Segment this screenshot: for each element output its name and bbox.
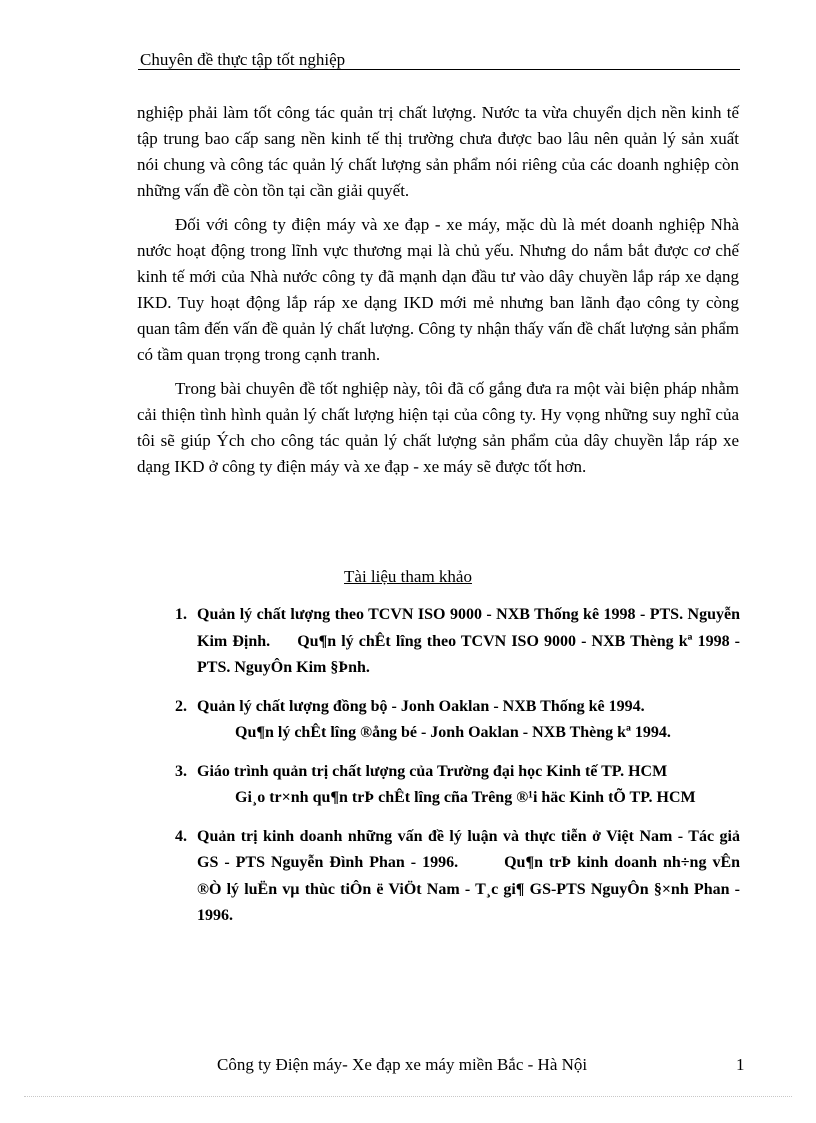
reference-number: 2. bbox=[175, 697, 187, 715]
reference-title: Quản lý chất lượng theo TCVN ISO 9000 - NXB Thống kê 1998 - PTS. Nguyễn Kim Định. bbox=[197, 606, 740, 650]
reference-garbled-text: Gi¸o tr×nh qu¶n trÞ chÊt lîng cña Trêng ®¹i häc Kinh tÕ TP. HCM bbox=[235, 789, 696, 806]
header-rule bbox=[138, 69, 740, 70]
reference-title: Quản lý chất lượng đồng bộ - Jonh Oaklan - NXB Thống kê 1994. bbox=[197, 697, 645, 715]
body-text bbox=[137, 100, 739, 488]
reference-item bbox=[175, 694, 740, 747]
reference-item bbox=[175, 602, 740, 682]
reference-text bbox=[197, 602, 740, 682]
references-heading-text: Tài liệu tham khảo bbox=[344, 567, 472, 586]
reference-text bbox=[197, 694, 740, 747]
reference-number: 4. bbox=[175, 827, 187, 845]
footer-text: Công ty Điện máy- Xe đạp xe máy miền Bắc - Hà Nội bbox=[217, 1055, 588, 1074]
paragraph-2: Đối với công ty điện máy và xe đạp - xe máy, mặc dù là mét doanh nghiệp Nhà nước hoạt động trong lĩnh vực thương mại là chủ yếu. Nhưng do nắm bắt được cơ chế kinh tế mới của Nhà nước công ty đã mạnh dạn đầu tư vào dây chuyền lắp ráp xe dạng IKD. Tuy hoạt động lắp ráp xe dạng IKD mới mẻ nhưng ban lãnh đạo công ty còng quan tâm đến vấn đề quản lý chất lượng. Công ty nhận thấy vấn đề chất lượng sản phẩm có tầm quan trọng trong cạnh tranh. bbox=[137, 215, 739, 364]
page-bottom-rule bbox=[24, 1096, 792, 1097]
reference-item bbox=[175, 759, 740, 812]
reference-item bbox=[175, 824, 740, 930]
paragraph-3: Trong bài chuyên đề tốt nghiệp này, tôi đã cố gắng đưa ra một vài biện pháp nhằm cải thiện tình hình quản lý chất lượng hiện tại của công ty. Hy vọng những suy nghĩ của tôi sẽ giúp Ých cho công tác quản lý chất lượng sản phẩm của dây chuyền lắp ráp xe dạng IKD ở công ty điện máy và xe đạp - xe máy sẽ được tốt hơn. bbox=[137, 379, 739, 476]
reference-number: 1. bbox=[175, 606, 187, 623]
reference-garbled-text: Qu¶n lý chÊt lîng ®ång bé - Jonh Oaklan - NXB Thèng kª 1994. bbox=[235, 724, 671, 741]
reference-text bbox=[197, 824, 740, 930]
reference-garbled-text: Qu¶n lý chÊt lîng theo TCVN ISO 9000 - NXB Thèng kª 1998 - PTS. NguyÔn Kim §Þnh. bbox=[197, 632, 741, 676]
page-number: 1 bbox=[736, 1055, 745, 1074]
references-heading bbox=[0, 566, 816, 588]
reference-title: Quản trị kinh doanh những vấn đề lý luận và thực tiễn ở Việt Nam - Tác giả GS - PTS Nguyễn Đình Phan - 1996. bbox=[197, 827, 740, 871]
paragraph-1: nghiệp phải làm tốt công tác quản trị chất lượng. Nước ta vừa chuyển dịch nền kinh tế tập trung bao cấp sang nền kinh tế thị trường chưa được bao lâu nên quản lý sản xuất nói chung và công tác quản lý chất lượng sản phẩm nói riêng của các doanh nghiệp còn những vấn đề còn tồn tại cần giải quyết. bbox=[137, 103, 739, 200]
header-title: Chuyên đề thực tập tốt nghiệp bbox=[140, 50, 346, 69]
reference-title: Giáo trình quản trị chất lượng của Trường đại học Kinh tế TP. HCM bbox=[197, 762, 668, 780]
reference-number: 3. bbox=[175, 762, 187, 780]
reference-garbled-text: Qu¶n trÞ kinh doanh nh÷ng vÊn ®Ò lý luËn vµ thùc tiÔn ë ViÖt Nam - T¸c gi¶ GS-PTS NguyÔn §×nh Phan - 1996. bbox=[197, 854, 741, 924]
reference-text bbox=[197, 759, 740, 812]
references-list bbox=[175, 602, 740, 942]
